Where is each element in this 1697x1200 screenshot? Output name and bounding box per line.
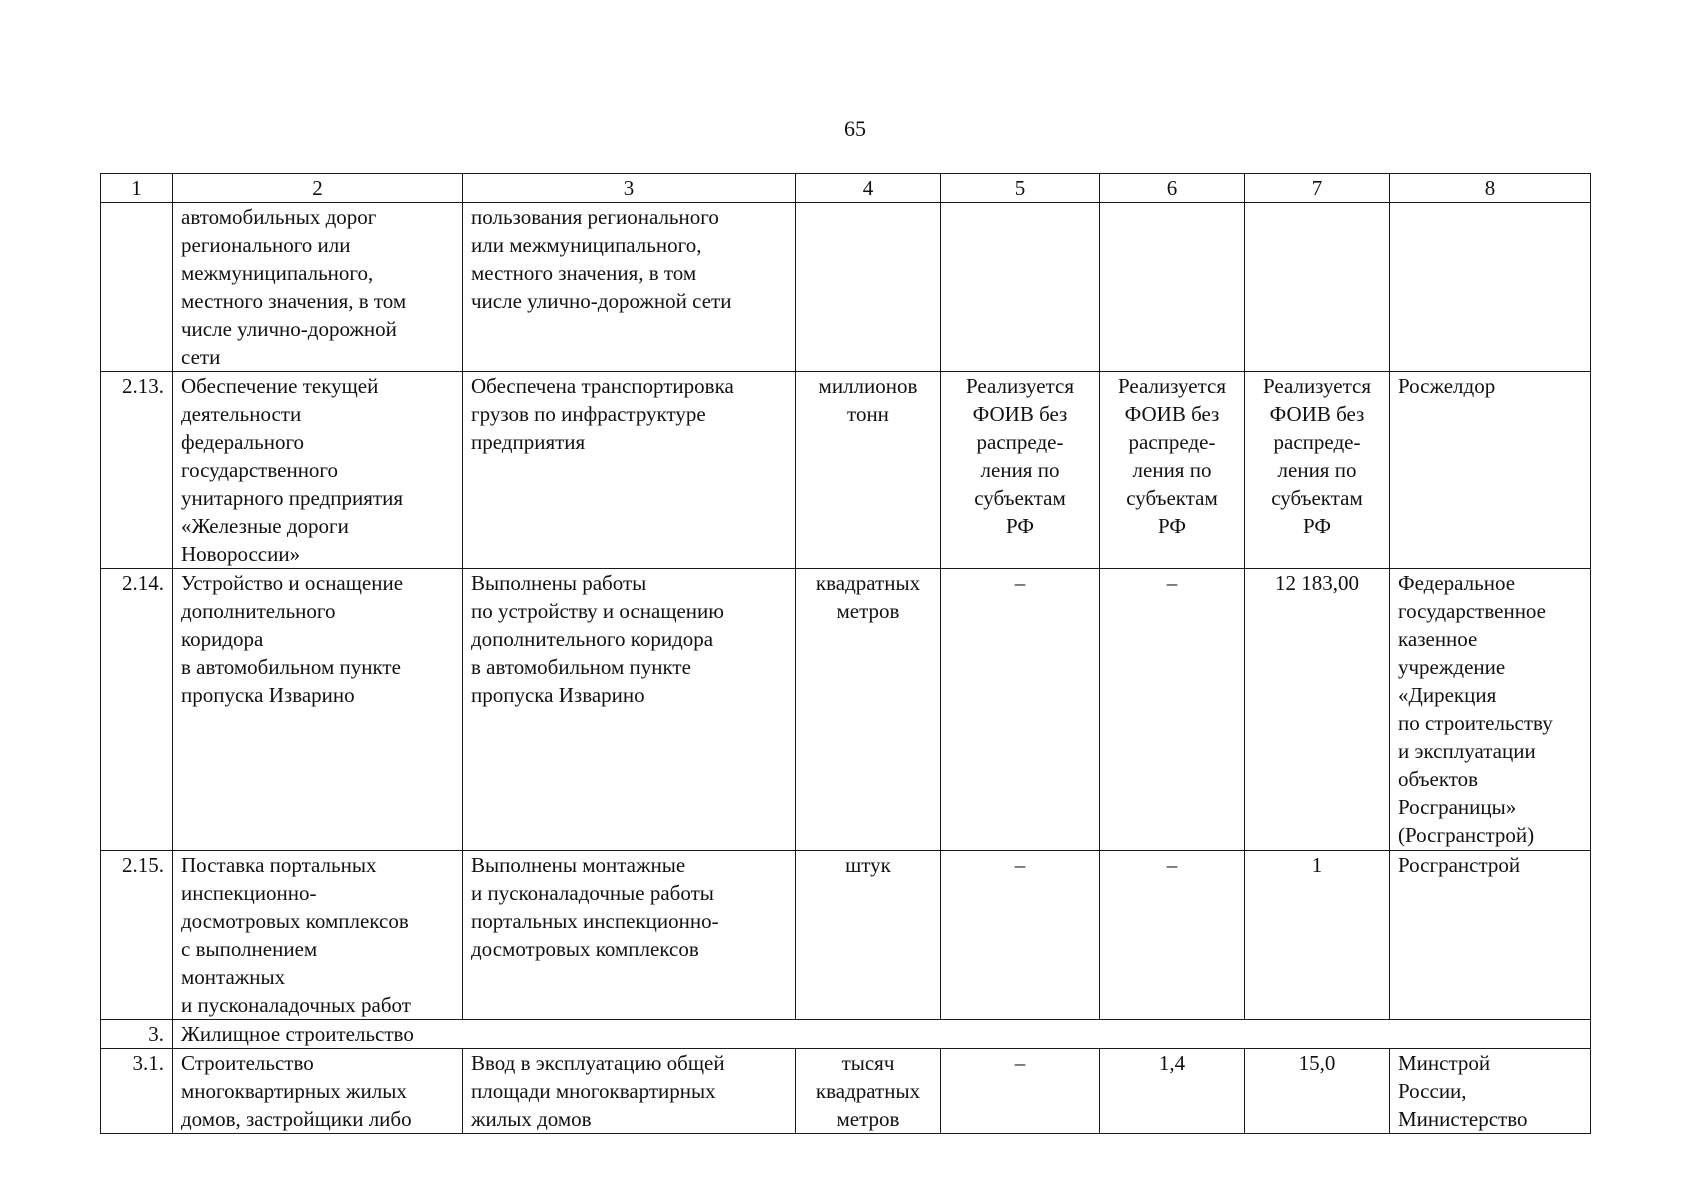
value-col-7: 1 bbox=[1245, 851, 1390, 1020]
section-title: Жилищное строительство bbox=[173, 1020, 1591, 1049]
value-col-6: 1,4 bbox=[1100, 1049, 1245, 1134]
header-col-2: 2 bbox=[173, 174, 463, 203]
row-number bbox=[101, 203, 173, 372]
table-header bbox=[101, 174, 1591, 203]
responsible-cell bbox=[1390, 203, 1591, 372]
value-col-5 bbox=[941, 203, 1100, 372]
value-col-5: – bbox=[941, 1049, 1100, 1134]
measure-cell: Поставка портальных инспекционно- досмотровых комплексов с выполнением монтажных и пусконаладочных работ bbox=[173, 851, 463, 1020]
table-row-2-15 bbox=[101, 851, 1591, 1020]
unit-cell: штук bbox=[796, 851, 941, 1020]
result-cell: Обеспечена транспортировка грузов по инфраструктуре предприятия bbox=[463, 372, 796, 569]
program-table bbox=[100, 173, 1591, 1134]
unit-cell: миллионов тонн bbox=[796, 372, 941, 569]
table-row-3-1 bbox=[101, 1049, 1591, 1134]
value-col-7: Реализуется ФОИВ без распреде- ления по субъектам РФ bbox=[1245, 372, 1390, 569]
result-cell: Ввод в эксплуатацию общей площади многоквартирных жилых домов bbox=[463, 1049, 796, 1134]
header-col-4: 4 bbox=[796, 174, 941, 203]
header-col-8: 8 bbox=[1390, 174, 1591, 203]
value-col-6: – bbox=[1100, 569, 1245, 851]
result-cell: пользования регионального или межмуниципального, местного значения, в том числе улично-дорожной сети bbox=[463, 203, 796, 372]
table-row-2-13 bbox=[101, 372, 1591, 569]
value-col-6: Реализуется ФОИВ без распреде- ления по субъектам РФ bbox=[1100, 372, 1245, 569]
value-col-7 bbox=[1245, 203, 1390, 372]
value-col-6: – bbox=[1100, 851, 1245, 1020]
value-col-5: – bbox=[941, 851, 1100, 1020]
result-cell: Выполнены монтажные и пусконаладочные работы портальных инспекционно- досмотровых комплексов bbox=[463, 851, 796, 1020]
responsible-cell: Росжелдор bbox=[1390, 372, 1591, 569]
measure-cell: автомобильных дорог регионального или межмуниципального, местного значения, в том числе улично-дорожной сети bbox=[173, 203, 463, 372]
section-row bbox=[101, 1020, 1591, 1049]
row-number: 2.14. bbox=[101, 569, 173, 851]
unit-cell: тысяч квадратных метров bbox=[796, 1049, 941, 1134]
header-col-5: 5 bbox=[941, 174, 1100, 203]
result-cell: Выполнены работы по устройству и оснащению дополнительного коридора в автомобильном пункте пропуска Изварино bbox=[463, 569, 796, 851]
measure-cell: Строительство многоквартирных жилых домов, застройщики либо bbox=[173, 1049, 463, 1134]
header-col-7: 7 bbox=[1245, 174, 1390, 203]
unit-cell: квадратных метров bbox=[796, 569, 941, 851]
responsible-cell: Росгранстрой bbox=[1390, 851, 1591, 1020]
responsible-cell: Минстрой России, Министерство bbox=[1390, 1049, 1591, 1134]
value-col-7: 12 183,00 bbox=[1245, 569, 1390, 851]
unit-cell bbox=[796, 203, 941, 372]
table-row-continuation bbox=[101, 203, 1591, 372]
measure-cell: Устройство и оснащение дополнительного коридора в автомобильном пункте пропуска Изварино bbox=[173, 569, 463, 851]
header-col-3: 3 bbox=[463, 174, 796, 203]
value-col-6 bbox=[1100, 203, 1245, 372]
table-body bbox=[101, 203, 1591, 1134]
value-col-5: – bbox=[941, 569, 1100, 851]
row-number: 2.15. bbox=[101, 851, 173, 1020]
value-col-7: 15,0 bbox=[1245, 1049, 1390, 1134]
row-number: 3.1. bbox=[101, 1049, 173, 1134]
table-row-2-14 bbox=[101, 569, 1591, 851]
measure-cell: Обеспечение текущей деятельности федерального государственного унитарного предприятия «Железные дороги Новороссии» bbox=[173, 372, 463, 569]
responsible-cell: Федеральное государственное казенное учреждение «Дирекция по строительству и эксплуатации объектов Росграницы» (Росгранстрой) bbox=[1390, 569, 1591, 851]
header-col-1: 1 bbox=[101, 174, 173, 203]
value-col-5: Реализуется ФОИВ без распреде- ления по субъектам РФ bbox=[941, 372, 1100, 569]
section-number: 3. bbox=[101, 1020, 173, 1049]
header-row bbox=[101, 174, 1591, 203]
header-col-6: 6 bbox=[1100, 174, 1245, 203]
row-number: 2.13. bbox=[101, 372, 173, 569]
page-number: 65 bbox=[844, 116, 866, 141]
